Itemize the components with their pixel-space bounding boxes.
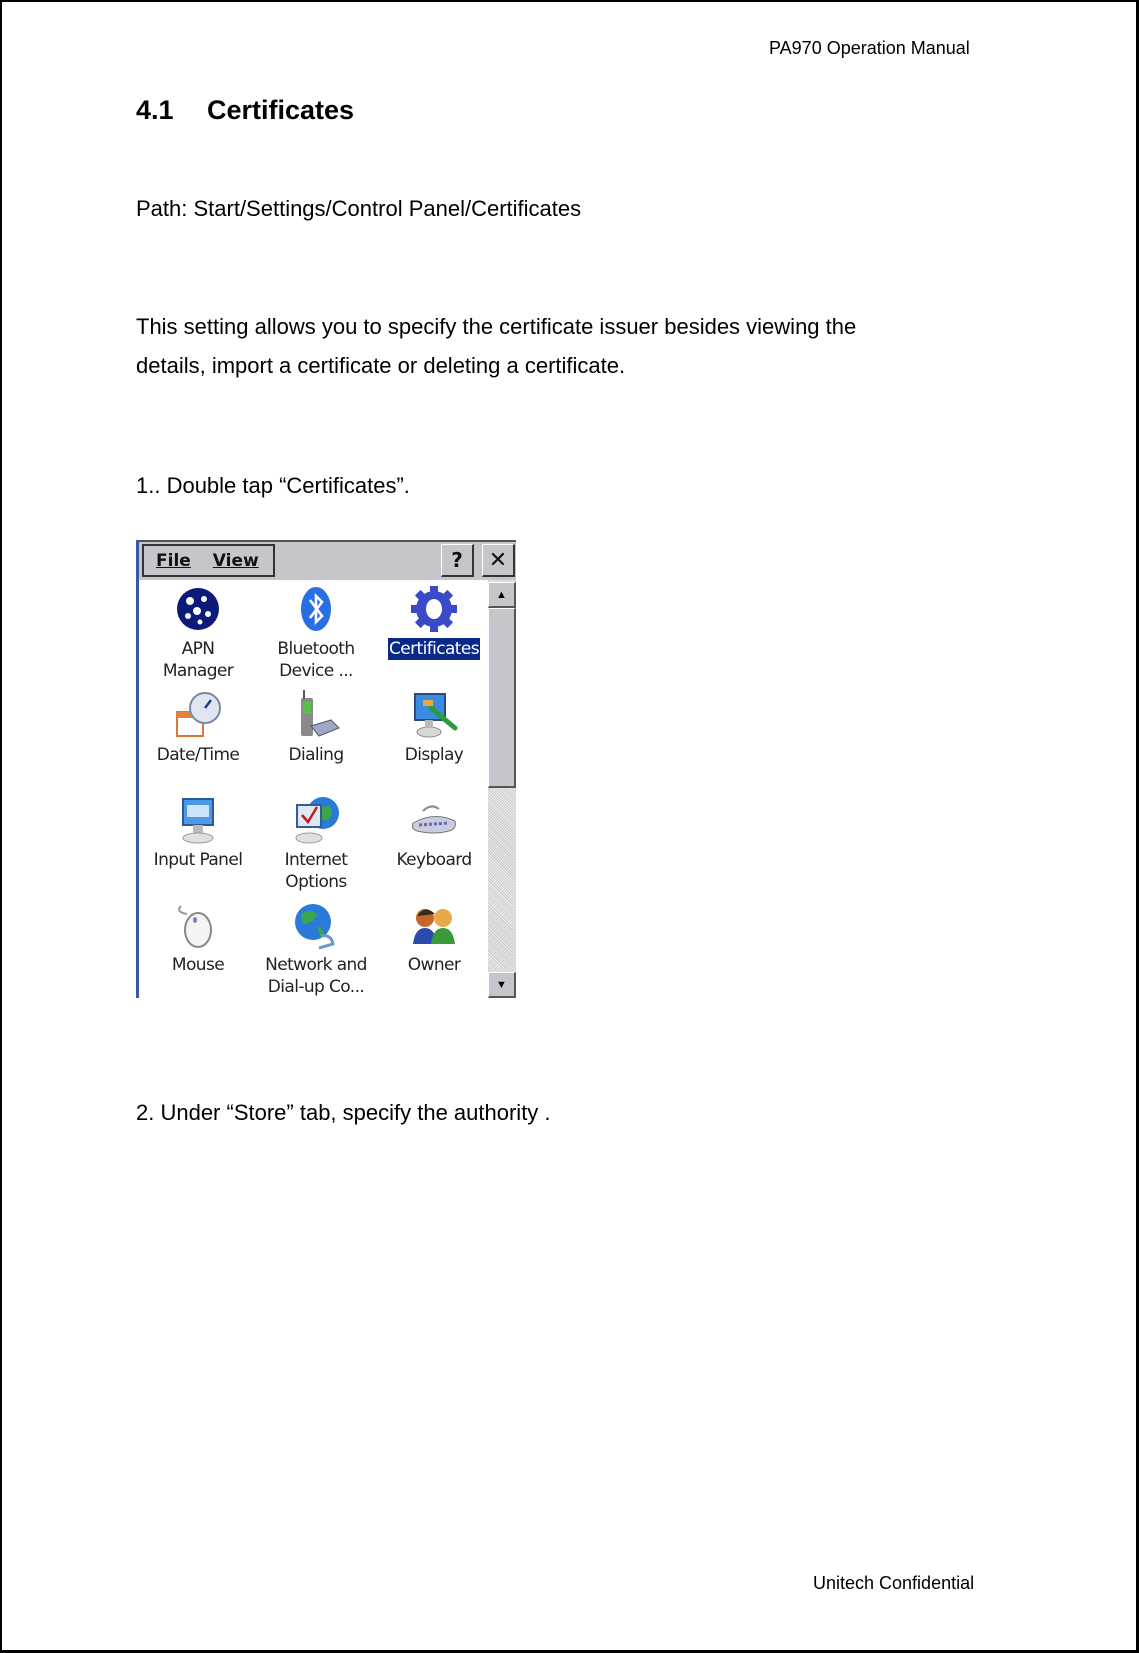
description-line-2: details, import a certificate or deleting a certificate.	[136, 353, 626, 378]
internet-globe-icon	[291, 795, 341, 845]
item-label: Keyboard	[396, 850, 472, 870]
keyboard-icon	[409, 795, 459, 845]
scroll-up-button[interactable]: ▲	[488, 582, 516, 608]
item-owner[interactable]	[375, 900, 493, 976]
item-bluetooth-device[interactable]	[257, 584, 375, 682]
item-mouse[interactable]	[139, 900, 257, 976]
network-globe-icon	[291, 900, 341, 950]
menu-bar	[139, 540, 516, 580]
item-label: Display	[404, 745, 464, 765]
mouse-icon	[173, 900, 223, 950]
item-label: Bluetooth	[277, 639, 355, 659]
item-label: APN	[181, 639, 215, 659]
gear-certificate-icon	[409, 584, 459, 634]
item-label: Input Panel	[153, 850, 243, 870]
help-button[interactable]: ?	[441, 544, 474, 577]
item-apn-manager[interactable]	[139, 584, 257, 682]
item-date-time[interactable]	[139, 690, 257, 766]
item-certificates[interactable]	[375, 584, 493, 660]
globe-network-icon	[173, 584, 223, 634]
clock-calendar-icon	[173, 690, 223, 740]
running-footer: Unitech Confidential	[813, 1573, 975, 1593]
section-heading	[136, 95, 354, 126]
control-panel-screenshot	[136, 540, 516, 998]
keyboard-monitor-icon	[173, 795, 223, 845]
item-label: Mouse	[171, 955, 225, 975]
step-2-text: 2. Under “Store” tab, specify the authority .	[136, 1100, 551, 1125]
item-label: Network and	[265, 955, 367, 975]
close-button[interactable]: ✕	[482, 544, 515, 577]
item-label: Dial-up Co...	[267, 977, 365, 997]
bluetooth-icon	[291, 584, 341, 634]
item-label: Dialing	[288, 745, 344, 765]
item-label: Device ...	[279, 661, 353, 681]
item-internet-options[interactable]	[257, 795, 375, 893]
item-keyboard[interactable]	[375, 795, 493, 871]
description-line-1: This setting allows you to specify the certificate issuer besides viewing the	[136, 314, 857, 339]
menu-group	[142, 544, 275, 577]
section-title: Certificates	[207, 95, 355, 125]
phone-modem-icon	[291, 690, 341, 740]
step-1-text: 1.. Double tap “Certificates”.	[136, 473, 410, 498]
item-label: Owner	[407, 955, 461, 975]
path-text: Path: Start/Settings/Control Panel/Certificates	[136, 196, 582, 221]
item-label: Options	[285, 872, 347, 892]
item-dialing[interactable]	[257, 690, 375, 766]
section-number: 4.1	[136, 95, 174, 125]
menu-file[interactable]: File	[156, 550, 191, 571]
item-network-dialup[interactable]	[257, 900, 375, 998]
display-monitor-icon	[409, 690, 459, 740]
item-label: Manager	[162, 661, 234, 681]
item-label: Certificates	[389, 639, 479, 659]
item-display[interactable]	[375, 690, 493, 766]
scroll-down-button[interactable]: ▼	[488, 972, 516, 998]
running-header: PA970 Operation Manual	[769, 38, 970, 58]
item-label: Date/Time	[156, 745, 240, 765]
item-label: Internet	[284, 850, 348, 870]
item-input-panel[interactable]	[139, 795, 257, 871]
owner-users-icon	[409, 900, 459, 950]
menu-view[interactable]: View	[212, 550, 259, 571]
